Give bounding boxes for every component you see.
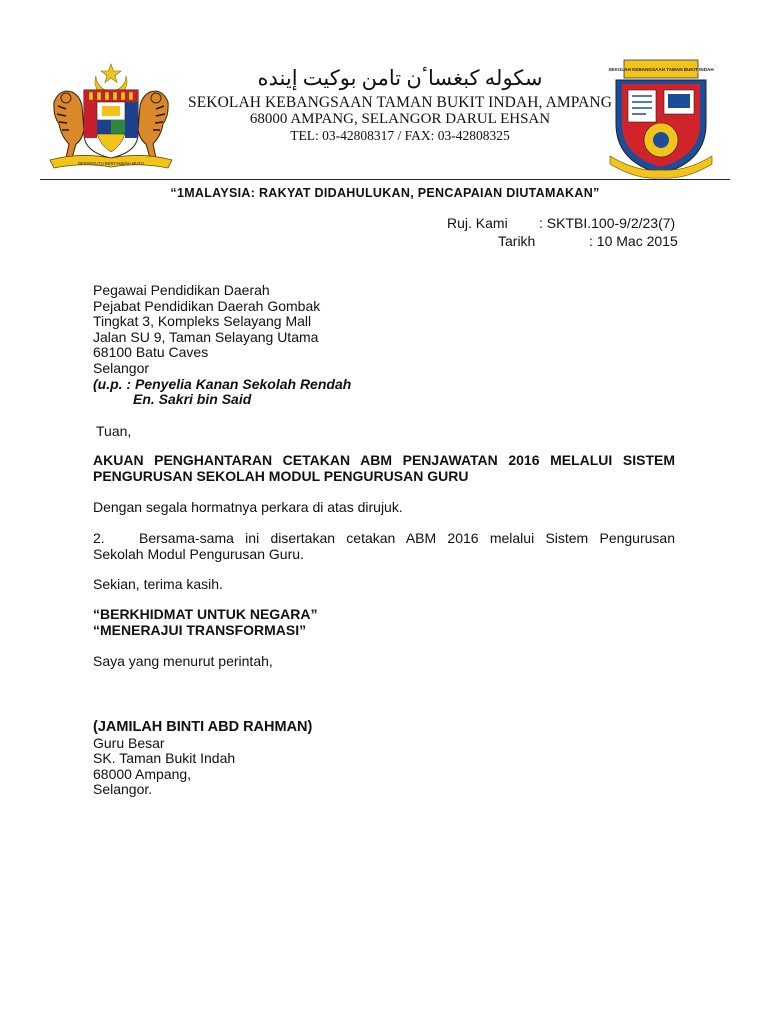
header-divider xyxy=(40,179,730,180)
recipient-address xyxy=(93,283,351,408)
crest-ribbon-text: BERSEKUTU BERTAMBAH MUTU xyxy=(78,161,144,166)
address-line: Tingkat 3, Kompleks Selayang Mall xyxy=(93,313,312,330)
slogan-2: “MENERAJUI TRANSFORMASI” xyxy=(93,622,307,638)
address-line: Jalan SU 9, Taman Selayang Utama xyxy=(93,328,319,345)
paragraph-number: 2. xyxy=(93,530,105,546)
date-label: Tarikh xyxy=(498,233,536,249)
school-name-jawi: سكوله كبغساٴن تامن بوكيت إينده xyxy=(257,66,543,90)
signature-block xyxy=(93,720,312,798)
subject-line-2: PENGURUSAN SEKOLAH MODUL PENGURUSAN GURU xyxy=(93,467,469,484)
ref-value: : SKTBI.100-9/2/23(7) xyxy=(539,215,676,231)
signatory-line: Selangor. xyxy=(93,781,153,798)
address-line: Selangor xyxy=(93,359,150,376)
date-row xyxy=(498,233,678,249)
address-line: Pejabat Pendidikan Daerah Gombak xyxy=(93,297,321,314)
school-address: 68000 AMPANG, SELANGOR DARUL EHSAN xyxy=(249,111,551,127)
date-value: : 10 Mac 2015 xyxy=(589,233,678,249)
address-line: Pegawai Pendidikan Daerah xyxy=(93,282,270,298)
school-contact: TEL: 03-42808317 / FAX: 03-42808325 xyxy=(290,128,510,143)
paragraph-2-line-2: Sekolah Modul Pengurusan Guru. xyxy=(93,545,304,562)
closing: Sekian, terima kasih. xyxy=(93,576,223,592)
subject-line-1: AKUAN PENGHANTARAN CETAKAN ABM PENJAWATAN 2016 MELALUI SISTEM xyxy=(93,452,675,468)
school-name: SEKOLAH KEBANGSAAN TAMAN BUKIT INDAH, AMPANG xyxy=(188,94,612,111)
attention-name: En. Sakri bin Said xyxy=(133,391,252,408)
signatory-name: (JAMILAH BINTI ABD RAHMAN) xyxy=(93,719,313,735)
school-logo xyxy=(606,58,716,180)
attention-line: (u.p. : Penyelia Kanan Sekolah Rendah xyxy=(93,375,352,392)
ref-label: Ruj. Kami xyxy=(447,215,508,231)
coat-of-arms-logo xyxy=(44,62,178,174)
paragraph-2-line-1: Bersama-sama ini disertakan cetakan ABM 2016 melalui Sistem Pengurusan xyxy=(139,530,675,546)
salutation: Tuan, xyxy=(96,423,132,439)
letter-subject xyxy=(93,453,675,484)
address-line: 68100 Batu Caves xyxy=(93,344,209,361)
yours-faithfully: Saya yang menurut perintah, xyxy=(93,653,273,669)
signatory-line: Guru Besar xyxy=(93,734,165,751)
signatory-line: 68000 Ampang, xyxy=(93,765,192,782)
paragraph-1: Dengan segala hormatnya perkara di atas dirujuk. xyxy=(93,499,403,515)
paragraph-2 xyxy=(93,531,675,562)
signatory-line: SK. Taman Bukit Indah xyxy=(93,750,236,767)
logo-caption-text: SEKOLAH KEBANGSAAN TAMAN BUKIT INDAH xyxy=(608,67,714,72)
motto: “1MALAYSIA: RAKYAT DIDAHULUKAN, PENCAPAIAN DIUTAMAKAN” xyxy=(170,186,600,200)
reference-row xyxy=(447,215,675,231)
slogan-1: “BERKHIDMAT UNTUK NEGARA” xyxy=(93,606,318,622)
